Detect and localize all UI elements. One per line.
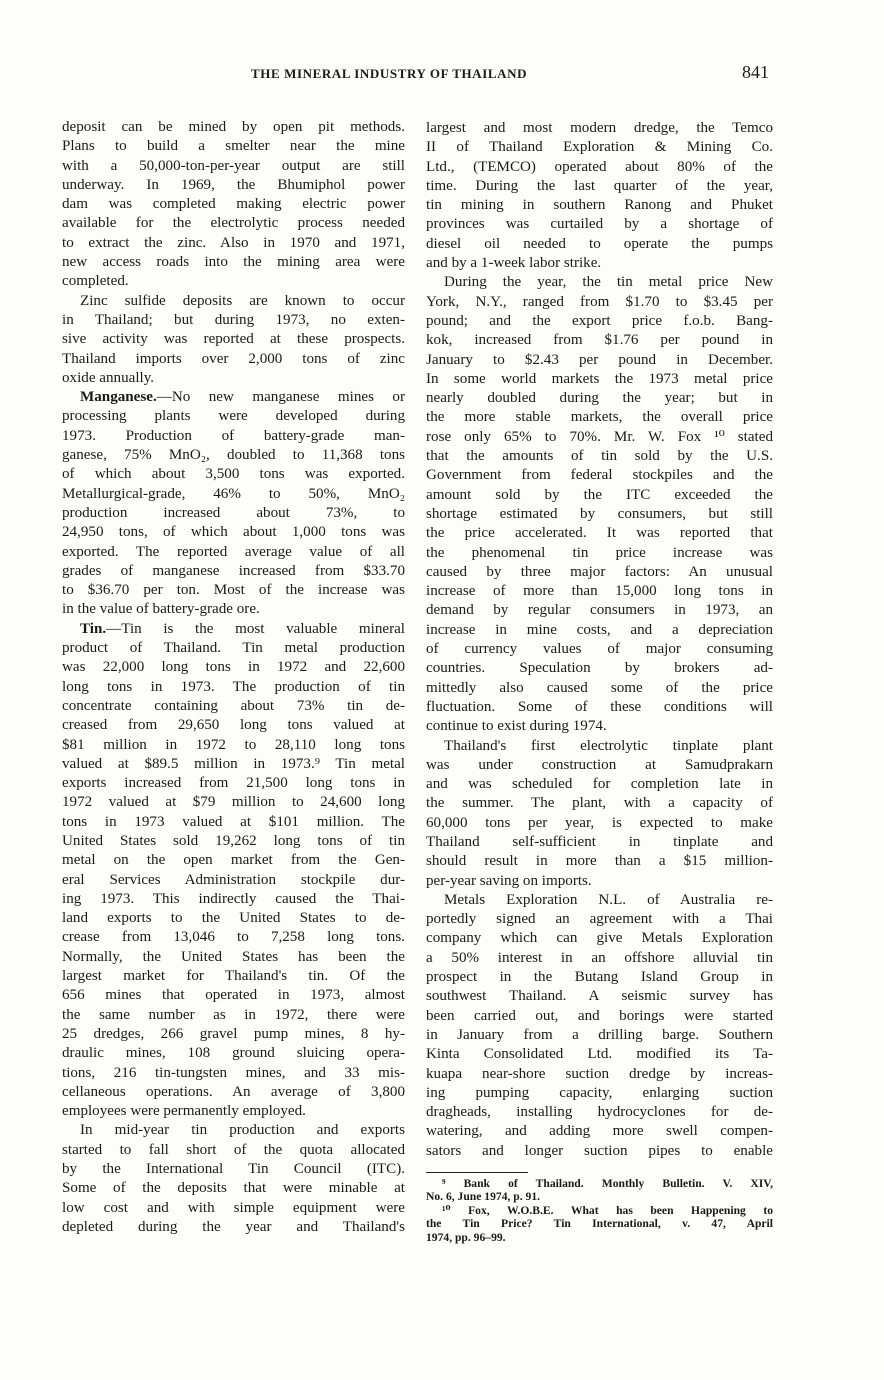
text-line: Kinta Consolidated Ltd. modified its Ta-: [426, 1046, 773, 1063]
text-line: land exports to the United States to de-: [62, 910, 405, 927]
text-line: new access roads into the mining area were: [62, 254, 405, 271]
text-line: of which about 3,500 tons was exported.: [62, 466, 405, 483]
text-line: Normally, the United States has been the: [62, 948, 405, 965]
text-line: in Thailand; but during 1973, no exten-: [62, 311, 405, 328]
text-line: increase in mine costs, and a depreciation: [426, 621, 773, 638]
text-line: low cost and with simple equipment were: [62, 1199, 405, 1216]
text-line: January to $2.43 per pound in December.: [426, 351, 773, 368]
text-line: exported. The reported average value of all: [62, 543, 405, 560]
text-line: mittedly also caused some of the price: [426, 679, 773, 696]
text-line: Thailand self-sufficient in tinplate and: [426, 833, 773, 850]
footnote-line: ¹⁰ Fox, W.O.B.E. What has been Happening to: [442, 1203, 773, 1217]
text-line: metal on the open market from the Gen-: [62, 852, 405, 869]
text-line: ganese, 75% MnO₂, doubled to 11,368 tons: [62, 447, 405, 464]
text-line: of currency values of major consuming: [426, 641, 773, 658]
text-line: the phenomenal tin price increase was: [426, 544, 773, 561]
text-line: amount sold by the ITC exceeded the: [426, 486, 773, 503]
text-line: draulic mines, 108 ground sluicing opera-: [62, 1045, 405, 1062]
text-line: tin mining in southern Ranong and Phuket: [426, 197, 773, 214]
text-line: been carried out, and borings were started: [426, 1007, 773, 1024]
section-heading-manganese: Manganese.: [80, 389, 157, 406]
text-line: United States sold 19,262 long tons of tin: [62, 832, 405, 849]
text-line: increase of more than 15,000 long tons in: [426, 583, 773, 600]
text-line: kuapa near-shore suction dredge by increas-: [426, 1065, 773, 1082]
text-line: was under construction at Samudprakarn: [426, 756, 773, 773]
text-line: company which can give Metals Exploration: [426, 930, 773, 947]
text-line: Ltd., (TEMCO) operated about 80% of the: [426, 158, 773, 175]
text-line: and was scheduled for completion late in: [426, 776, 773, 793]
page-number: 841: [742, 62, 769, 82]
text-line: the summer. The plant, with a capacity of: [426, 795, 773, 812]
footnotes: [426, 1177, 773, 1244]
text-line: time. During the last quarter of the year,: [426, 177, 773, 194]
text-line: tons in 1973 valued at $101 million. The: [62, 813, 405, 830]
text-line: crease from 13,046 to 7,258 long tons.: [62, 929, 405, 946]
text-line: concentrate containing about 73% tin de-: [62, 697, 405, 714]
text-line: continue to exist during 1974.: [426, 718, 607, 735]
text-line: Metallurgical-grade, 46% to 50%, MnO₂: [62, 485, 405, 502]
text-line: 1973. Production of battery-grade man-: [62, 427, 405, 444]
right-column: [426, 119, 773, 1161]
text-line: completed.: [62, 273, 129, 290]
text-line: pound; and the export price f.o.b. Bang-: [426, 312, 773, 329]
text-line: II of Thailand Exploration & Mining Co.: [426, 139, 773, 156]
text-fragment: —Tin is the most valuable mineral: [106, 620, 405, 637]
text-line: sators and longer suction pipes to enable: [426, 1142, 773, 1159]
text-line: started to fall short of the quota allocated: [62, 1141, 405, 1158]
text-line: creased from 29,650 long tons valued at: [62, 717, 405, 734]
text-line: southwest Thailand. A seismic survey has: [426, 988, 773, 1005]
text-line: by the International Tin Council (ITC).: [62, 1161, 405, 1178]
text-line: underway. In 1969, the Bhumiphol power: [62, 176, 405, 193]
text-line: depleted during the year and Thailand's: [62, 1218, 405, 1235]
text-line: Thailand imports over 2,000 tons of zinc: [62, 350, 405, 367]
text-line: ing pumping capacity, enlarging suction: [426, 1084, 773, 1101]
text-fragment: —No new manganese mines or: [156, 389, 405, 406]
text-line: Metals Exploration N.L. of Australia re-: [444, 891, 773, 908]
text-line: York, N.Y., ranged from $1.70 to $3.45 per: [426, 293, 773, 310]
text-line: kok, increased from $1.76 per pound in: [426, 332, 773, 349]
text-line-with-heading: [62, 620, 405, 639]
text-line: the same number as in 1972, there were: [62, 1006, 405, 1023]
text-line: 24,950 tons, of which about 1,000 tons was: [62, 524, 405, 541]
text-line: product of Thailand. Tin metal production: [62, 640, 405, 657]
text-line: 25 dredges, 266 gravel pump mines, 8 hy-: [62, 1025, 405, 1042]
text-line: tions, 216 tin-tungsten mines, and 33 mis-: [62, 1064, 405, 1081]
text-line: Government from federal stockpiles and the: [426, 467, 773, 484]
text-line: dam was completed making electric power: [62, 196, 405, 213]
text-line: in the value of battery-grade ore.: [62, 601, 260, 618]
footnote-line: 1974, pp. 96–99.: [426, 1230, 506, 1244]
text-line: Plans to build a smelter near the mine: [62, 138, 405, 155]
text-line: eral Services Administration stockpile dur-: [62, 871, 405, 888]
text-line: In mid-year tin production and exports: [80, 1122, 405, 1139]
text-line: dragheads, installing hydrocyclones for de-: [426, 1104, 773, 1121]
text-line: fluctuation. Some of these conditions will: [426, 698, 773, 715]
text-line: employees were permanently employed.: [62, 1103, 306, 1120]
text-line: in January from a drilling barge. Southern: [426, 1026, 773, 1043]
text-line: available for the electrolytic process needed: [62, 215, 405, 232]
text-line: should result in more than a $15 million-: [426, 853, 773, 870]
text-line: ing 1973. This indirectly caused the Thai-: [62, 890, 405, 907]
text-line: to $36.70 per ton. Most of the increase was: [62, 582, 405, 599]
text-line: diesel oil needed to operate the pumps: [426, 235, 773, 252]
section-heading-tin: Tin.: [80, 620, 107, 637]
text-line: the more stable markets, the overall price: [426, 409, 773, 426]
text-line: a 50% interest in an offshore alluvial tin: [426, 949, 773, 966]
text-line: During the year, the tin metal price New: [444, 274, 773, 291]
text-line: portedly signed an agreement with a Thai: [426, 911, 773, 928]
text-line: processing plants were developed during: [62, 408, 405, 425]
text-line: Thailand's first electrolytic tinplate plant: [444, 737, 773, 754]
text-line: $81 million in 1972 to 28,110 long tons: [62, 736, 405, 753]
text-line: sive activity was reported at these prospects.: [62, 331, 405, 348]
text-line: valued at $89.5 million in 1973.⁹ Tin metal: [62, 755, 405, 772]
text-line: largest and most modern dredge, the Temco: [426, 120, 773, 136]
text-line: 656 mines that operated in 1973, almost: [62, 987, 405, 1004]
text-line: that the amounts of tin sold by the U.S.: [426, 448, 773, 465]
text-line: with a 50,000-ton-per-year output are still: [62, 157, 405, 174]
text-line: and by a 1-week labor strike.: [426, 255, 602, 272]
text-line: prospect in the Butang Island Group in: [426, 969, 773, 986]
footnote-line: the Tin Price? Tin International, v. 47, April: [426, 1217, 773, 1231]
text-line: caused by three major factors: An unusual: [426, 563, 773, 580]
text-line: demand by regular consumers in 1973, an: [426, 602, 773, 619]
text-line: deposit can be mined by open pit methods.: [62, 119, 405, 135]
left-column: [62, 118, 405, 1237]
text-line: nearly doubled during the year; but in: [426, 390, 773, 407]
text-line: countries. Speculation by brokers ad-: [426, 660, 773, 677]
text-line: grades of manganese increased from $33.70: [62, 562, 405, 579]
footnote-divider: [426, 1172, 528, 1173]
text-line: watering, and adding more swell compen-: [426, 1123, 773, 1140]
text-line: exports increased from 21,500 long tons in: [62, 775, 405, 792]
text-line: shortage estimated by consumers, but still: [426, 505, 773, 522]
text-line: oxide annually.: [62, 369, 155, 386]
text-line: provinces was curtailed by a shortage of: [426, 216, 773, 233]
text-line: to extract the zinc. Also in 1970 and 1971,: [62, 234, 405, 251]
text-line: the price accelerated. It was reported that: [426, 525, 773, 542]
text-line: largest market for Thailand's tin. Of the: [62, 968, 405, 985]
text-line: 60,000 tons per year, is expected to make: [426, 814, 773, 831]
footnote-line: ⁹ Bank of Thailand. Monthly Bulletin. V. XIV,: [442, 1177, 773, 1190]
text-line: was 22,000 long tons in 1972 and 22,600: [62, 659, 405, 676]
text-line: long tons in 1973. The production of tin: [62, 678, 405, 695]
text-line: cellaneous operations. An average of 3,800: [62, 1083, 405, 1100]
text-line-with-heading: [62, 388, 405, 407]
text-line: Zinc sulfide deposits are known to occur: [80, 292, 405, 309]
text-line: rose only 65% to 70%. Mr. W. Fox ¹⁰ stated: [426, 428, 773, 445]
running-header-title: THE MINERAL INDUSTRY OF THAILAND: [251, 66, 528, 81]
text-line: In some world markets the 1973 metal price: [426, 370, 773, 387]
text-line: Some of the deposits that were minable at: [62, 1180, 405, 1197]
text-line: production increased about 73%, to: [62, 504, 405, 521]
text-line: per-year saving on imports.: [426, 872, 592, 889]
footnote-line: No. 6, June 1974, p. 91.: [426, 1190, 541, 1204]
text-line: 1972 valued at $79 million to 24,600 long: [62, 794, 405, 811]
